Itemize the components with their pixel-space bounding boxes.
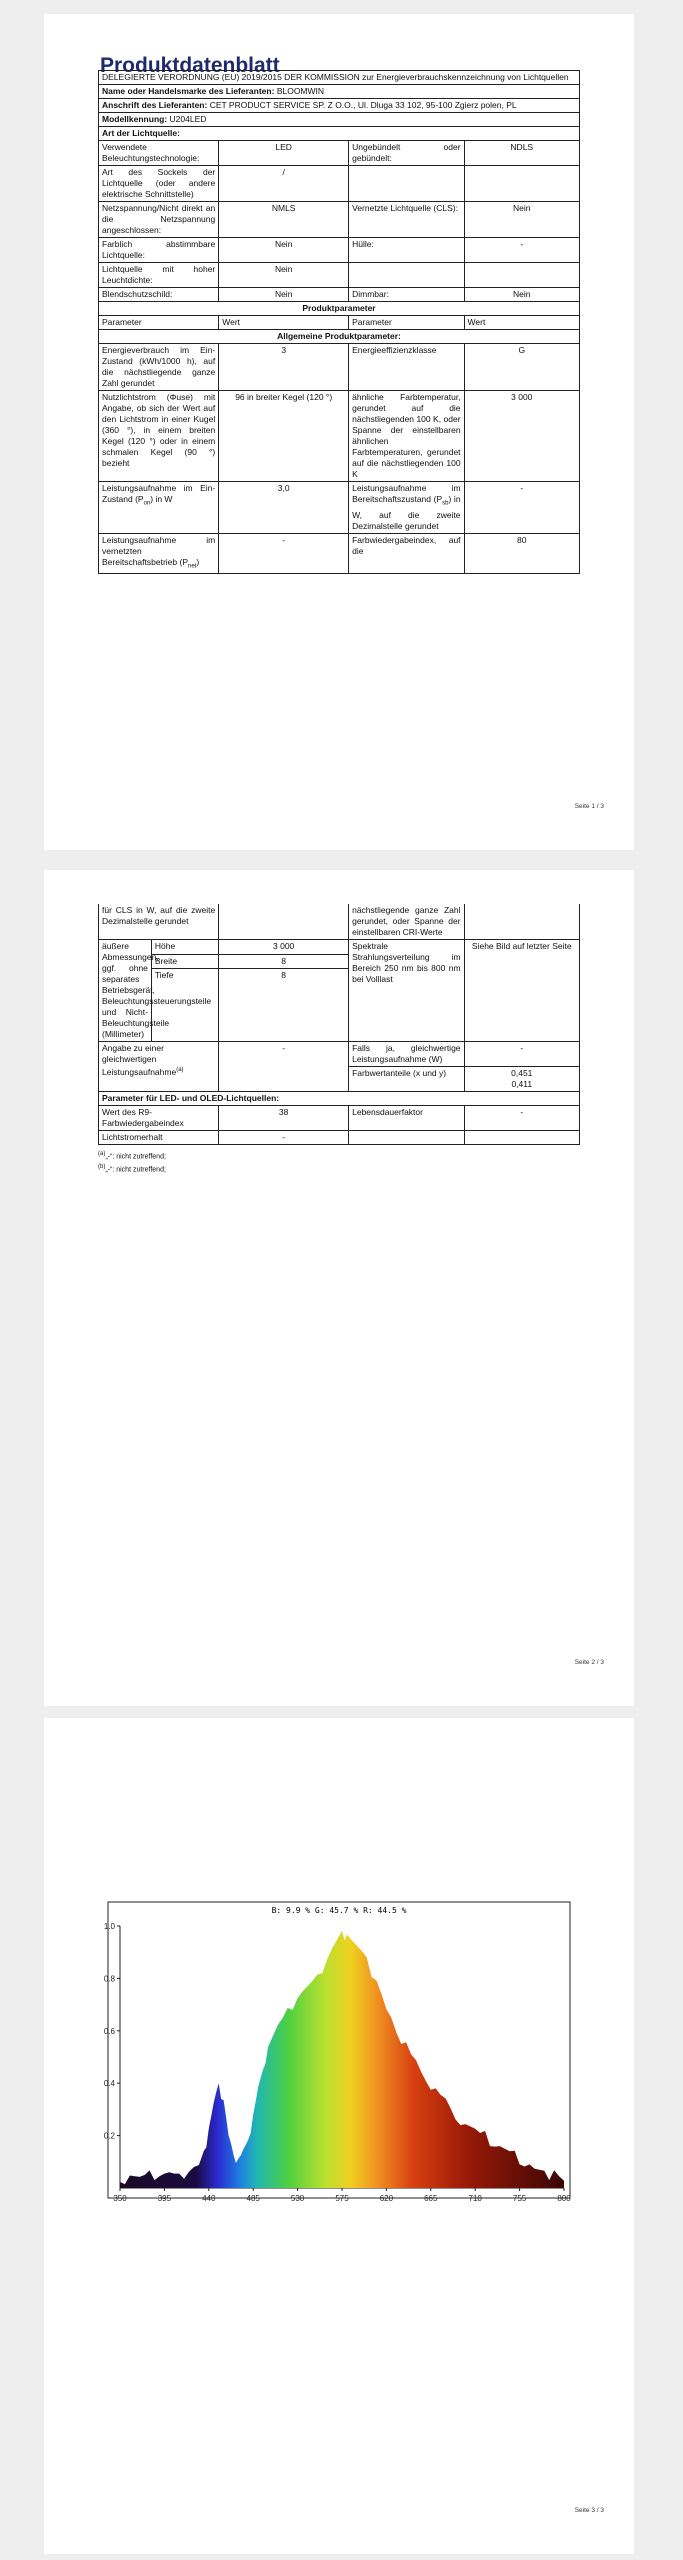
datasheet-table-1 — [98, 48, 580, 574]
dimmable-label: Dimmbar: — [349, 288, 464, 302]
spectral-value: Siehe Bild auf letzter Seite — [464, 940, 579, 1042]
supplier-name-row — [99, 85, 580, 99]
regulation-text: DELEGIERTE VERORDNUNG (EU) 2019/2015 DER KOMMISSION zur Energieverbrauchskennzeichnung von Lichtquellen — [99, 71, 580, 85]
on-power-label: Leistungsaufnahme im Ein-Zustand $(P_{on})$ in W — [99, 482, 219, 534]
luminance-value: Nein — [219, 263, 349, 288]
y-tick-label: 1.0 — [103, 1922, 115, 1931]
product-params-header: Produktparameter — [99, 302, 580, 316]
col-header-value-2: Wert — [464, 316, 579, 330]
luminance-label: Lichtquelle mit hoher Leuchtdichte: — [99, 263, 219, 288]
socket-value: / — [219, 166, 349, 202]
led-header: Parameter für LED- und OLED-Lichtquellen: — [99, 1092, 580, 1106]
mains-label: Netzspannung/Nicht direkt an die Netzspannung angeschlossen: — [99, 202, 219, 238]
maintenance-value: - — [219, 1131, 349, 1145]
antiglare-value: Nein — [219, 288, 349, 302]
y-tick-label: 0.2 — [103, 2131, 115, 2141]
cls-value: Nein — [464, 202, 579, 238]
tech-label: Verwendete Beleuchtungstechnologie: — [99, 141, 219, 166]
equiv-power-label: Falls ja, gleichwertige Leistungsaufnahme (W) — [349, 1042, 464, 1067]
undirected-label: Ungebündelt oder gebündelt: — [349, 141, 464, 166]
socket-label: Art des Sockels der Lichtquelle (oder andere elektrische Schnittstelle) — [99, 166, 219, 202]
energy-label: Energieverbrauch im Ein-Zustand (kWh/1000 h), auf die nächstliegende ganze Zahl gerundet — [99, 344, 219, 391]
document-page-2 — [44, 870, 634, 1706]
chart-title: B: 9.9 % G: 45.7 % R: 44.5 % — [271, 1906, 407, 1915]
width-value: 8 — [219, 954, 349, 969]
tech-value: LED — [219, 141, 349, 166]
footnotes — [98, 1149, 580, 1176]
x-tick-label: 620 — [379, 2194, 394, 2203]
r9-label: Wert des R9-Farbwiedergabeindex — [99, 1106, 219, 1131]
x-tick-label: 485 — [246, 2194, 260, 2203]
x-tick-label: 710 — [468, 2194, 482, 2203]
energy-value: 3 — [219, 344, 349, 391]
y-tick-label: 0.6 — [103, 2026, 115, 2036]
eff-class-value: G — [464, 344, 579, 391]
flux-value: 96 in breiter Kegel (120 °) — [219, 391, 349, 482]
footnote-a: $^{(a)}$„-“: nicht zutreffend; — [98, 1151, 166, 1161]
dimmable-value: Nein — [464, 288, 579, 302]
survival-label: Lebensdauerfaktor — [349, 1106, 464, 1131]
supplier-name-value: BLOOMWIN — [276, 86, 325, 96]
page-title: Produktdatenblatt — [100, 54, 280, 77]
survival-value: - — [464, 1106, 579, 1131]
r9-value: 38 — [219, 1106, 349, 1131]
model-value: U204LED — [169, 114, 207, 124]
spectrum-chart — [94, 1896, 576, 2216]
y-tick-label: 0.4 — [103, 2079, 115, 2089]
general-params-header: Allgemeine Produktparameter: — [99, 330, 580, 344]
net-standby-cont: für CLS in W, auf die zweite Dezimalstelle gerundet — [99, 904, 219, 940]
page-number: Seite 3 / 3 — [574, 2507, 604, 2514]
spectrum-svg — [94, 1896, 576, 2216]
mains-value: NMLS — [219, 202, 349, 238]
height-label: Höhe — [151, 940, 218, 955]
height-value: 3 000 — [219, 940, 349, 955]
on-power-value: 3,0 — [219, 482, 349, 534]
equiv-power-value: - — [464, 1042, 579, 1067]
eff-class-label: Energieeffizienzklasse — [349, 344, 464, 391]
x-tick-label: 665 — [424, 2194, 438, 2203]
cri-label: Farbwiedergabeindex, auf die — [349, 533, 464, 574]
tunable-label: Farblich abstimmbare Lichtquelle: — [99, 238, 219, 263]
depth-label: Tiefe — [151, 969, 218, 1042]
equiv-value: - — [219, 1042, 349, 1092]
model-row — [99, 113, 580, 127]
net-standby-label: Leistungsaufnahme im vernetzten Bereitschaftsbetrieb $(P_{net})$ — [99, 533, 219, 574]
supplier-address-row — [99, 99, 580, 113]
document-page-1 — [44, 14, 634, 850]
envelope-value: - — [464, 238, 579, 263]
x-tick-label: 800 — [557, 2194, 571, 2203]
document-page-3 — [44, 1718, 634, 2554]
equiv-label: Angabe zu einer gleichwertigen Leistungsaufnahme$^{(a)}$ — [99, 1042, 219, 1092]
col-header-param: Parameter — [99, 316, 219, 330]
tunable-value: Nein — [219, 238, 349, 263]
datasheet-table-2 — [98, 904, 580, 1176]
page-number: Seite 2 / 3 — [574, 1659, 604, 1666]
standby-value: - — [464, 482, 579, 534]
net-standby-value: - — [219, 533, 349, 574]
cct-label: ähnliche Farbtemperatur, gerundet auf die nächstliegenden 100 K, oder Spanne der einstellbaren ähnlichen Farbtemperaturen, gerundet auf die nächstliegenden 100 K — [349, 391, 464, 482]
cri-cont: nächstliegende ganze Zahl gerundet, oder Spanne der einstellbaren CRI-Werte — [349, 904, 464, 940]
cct-value: 3 000 — [464, 391, 579, 482]
spectral-label: Spektrale Strahlungsverteilung im Bereich 250 nm bis 800 nm bei Volllast — [349, 940, 464, 1042]
cls-label: Vernetzte Lichtquelle (CLS): — [349, 202, 464, 238]
undirected-value: NDLS — [464, 141, 579, 166]
dims-label: äußere Abmessungen, ggf. ohne separates Betriebsgerät, Beleuchtungssteuerungsteile und Nicht-Beleuchtungsteile (Millimeter) — [99, 940, 152, 1042]
supplier-name-label: Name oder Handelsmarke des Lieferanten: — [102, 86, 275, 96]
flux-label: Nutzlichtstrom (Φuse) mit Angabe, ob sich der Wert auf den Lichtstrom in einer Kugel (360 °), in einem breiten Kegel (120 °) oder in einem schmalen Kegel (90 °) bezieht — [99, 391, 219, 482]
x-tick-label: 395 — [157, 2194, 172, 2203]
maintenance-label: Lichtstromerhalt — [99, 1131, 219, 1145]
width-label: Breite — [151, 954, 218, 969]
model-label: Modellkennung: — [102, 114, 168, 124]
standby-label: Leistungsaufnahme im Bereitschaftszustand $(P_{sb})$ in W, auf die zweite Dezimalstelle gerundet — [349, 482, 464, 534]
page-number: Seite 1 / 3 — [574, 803, 604, 810]
y-tick-label: 0.8 — [103, 1974, 115, 1984]
light-type-header: Art der Lichtquelle: — [99, 127, 580, 141]
x-tick-label: 440 — [202, 2194, 216, 2203]
col-header-value: Wert — [219, 316, 349, 330]
supplier-address-value: CET PRODUCT SERVICE SP. Z O.O., Ul. Dluga 33 102, 95-100 Zgierz polen, PL — [209, 100, 517, 110]
x-tick-label: 575 — [335, 2194, 349, 2203]
depth-value: 8 — [219, 969, 349, 1042]
antiglare-label: Blendschutzschild: — [99, 288, 219, 302]
x-tick-label: 350 — [113, 2194, 127, 2203]
chroma-values: 0,451 0,411 — [464, 1067, 579, 1092]
chroma-label: Farbwertanteile (x und y) — [349, 1067, 464, 1092]
footnote-b: $^{(b)}$„-“: nicht zutreffend; — [98, 1164, 166, 1174]
x-tick-label: 755 — [512, 2194, 527, 2203]
col-header-param-2: Parameter — [349, 316, 464, 330]
x-tick-label: 530 — [290, 2194, 305, 2203]
supplier-address-label: Anschrift des Lieferanten: — [102, 100, 208, 110]
envelope-label: Hülle: — [349, 238, 464, 263]
cri-value: 80 — [464, 533, 579, 574]
